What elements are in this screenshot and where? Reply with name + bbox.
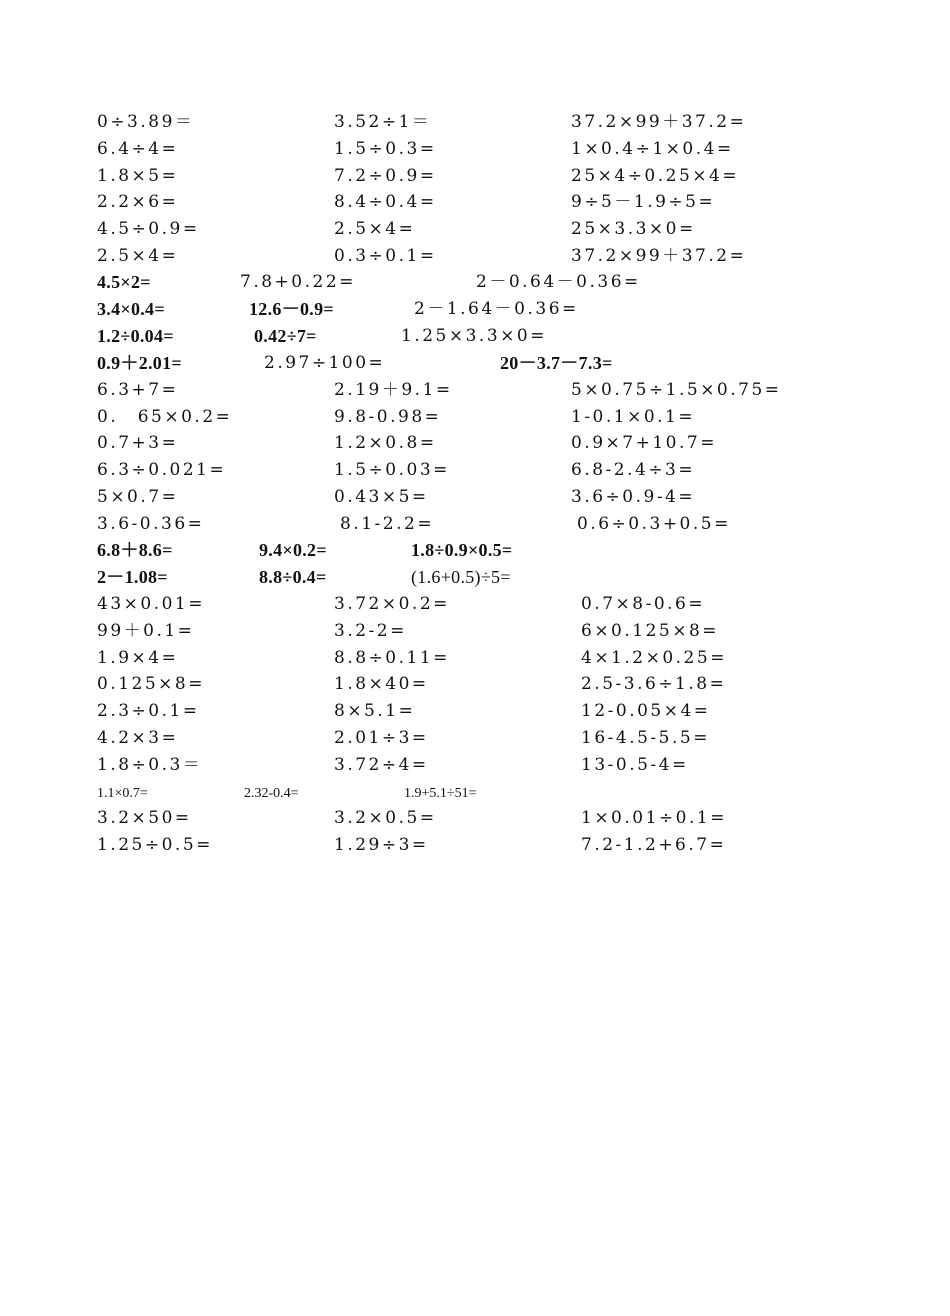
problem: 12-0.05×4= [581, 701, 711, 721]
problem-row [0, 538, 950, 564]
problem: 2.97÷100= [264, 353, 386, 373]
problem: 9.4×0.2= [259, 540, 327, 560]
problem: (1.6+0.5)÷5= [411, 567, 511, 587]
problem-row [0, 110, 950, 136]
problem: 2.5×4= [97, 246, 179, 266]
problem: 1.9×4= [97, 648, 179, 668]
problem: 0.3÷0.1= [334, 246, 437, 266]
problem: 13-0.5-4= [581, 755, 689, 775]
problem: 2－1.64－0.36= [414, 299, 579, 319]
problem: 1.29÷3= [334, 835, 429, 855]
problem-row [0, 780, 950, 806]
problem: 4.5×2= [97, 272, 151, 292]
problem: 1×0.01÷0.1= [581, 808, 727, 828]
problem: 2.5×4= [334, 219, 416, 239]
problem: 2.19＋9.1= [334, 380, 453, 400]
problem-row [0, 297, 950, 323]
problem: 8.4÷0.4= [334, 192, 437, 212]
problem-row [0, 217, 950, 243]
problem: 0.42÷7= [254, 326, 317, 346]
problem-row [0, 833, 950, 859]
problem-row [0, 351, 950, 377]
problem: 2.32-0.4= [244, 786, 299, 801]
problem: 25×4÷0.25×4= [571, 166, 740, 186]
problem: 3.52÷1＝ [334, 112, 432, 132]
problem: 2－0.64－0.36= [476, 272, 641, 292]
problem: 0÷3.89＝ [97, 112, 195, 132]
problem-row [0, 458, 950, 484]
problem: 1.2÷0.04= [97, 326, 174, 346]
problem: 8×5.1= [334, 701, 416, 721]
problem: 7.2-1.2+6.7= [581, 835, 727, 855]
problem: 1.5÷0.03= [334, 460, 450, 480]
problem: 8.8÷0.11= [334, 648, 450, 668]
problem: 2.2×6= [97, 192, 179, 212]
problem: 0. 65×0.2= [97, 407, 233, 427]
problem-row [0, 270, 950, 296]
problem: 5×0.7= [97, 487, 179, 507]
problem: 4.5÷0.9= [97, 219, 200, 239]
problem-row [0, 753, 950, 779]
problem: 4×1.2×0.25= [581, 648, 727, 668]
problem: 1.5÷0.3= [334, 139, 437, 159]
problem: 3.2×50= [97, 808, 192, 828]
problem: 2－1.08= [97, 567, 168, 587]
problem: 2.5-3.6÷1.8= [581, 674, 727, 694]
problem: 7.2÷0.9= [334, 166, 437, 186]
problem: 1.8÷0.9×0.5= [411, 540, 513, 560]
problem: 9.8-0.98= [334, 407, 442, 427]
problem-row [0, 806, 950, 832]
problem: 2.01÷3= [334, 728, 429, 748]
problem: 6.4÷4= [97, 139, 179, 159]
problem: 99＋0.1= [97, 621, 195, 641]
problem-row [0, 672, 950, 698]
problem-row [0, 431, 950, 457]
problem: 0.9×7+10.7= [571, 433, 717, 453]
problem: 8.1-2.2= [340, 514, 435, 534]
problem: 25×3.3×0= [571, 219, 696, 239]
problem: 3.72×0.2= [334, 594, 450, 614]
problem-row [0, 244, 950, 270]
problem-row [0, 405, 950, 431]
problem: 0.9＋2.01= [97, 353, 182, 373]
problem-row [0, 592, 950, 618]
problem: 4.2×3= [97, 728, 179, 748]
problem-row [0, 324, 950, 350]
problem: 37.2×99＋37.2= [571, 112, 747, 132]
problem-row [0, 726, 950, 752]
problem: 0.7×8-0.6= [581, 594, 706, 614]
problem: 0.7+3= [97, 433, 179, 453]
problem: 1.8×40= [334, 674, 429, 694]
problem: 6×0.125×8= [581, 621, 720, 641]
problem: 43×0.01= [97, 594, 205, 614]
problem: 3.6-0.36= [97, 514, 205, 534]
problem: 1.1×0.7= [97, 786, 148, 801]
problem: 5×0.75÷1.5×0.75= [571, 380, 782, 400]
problem: 1×0.4÷1×0.4= [571, 139, 734, 159]
problem: 16-4.5-5.5= [581, 728, 710, 748]
problem: 6.3+7= [97, 380, 179, 400]
problem-row [0, 646, 950, 672]
problem: 1.25×3.3×0= [401, 326, 547, 346]
problem: 6.3÷0.021= [97, 460, 227, 480]
problem: 3.2×0.5= [334, 808, 437, 828]
problem: 3.6÷0.9-4= [571, 487, 696, 507]
problem-row [0, 512, 950, 538]
problem: 9÷5－1.9÷5= [571, 192, 716, 212]
problem: 6.8-2.4÷3= [571, 460, 696, 480]
problem-row [0, 378, 950, 404]
problem: 1-0.1×0.1= [571, 407, 696, 427]
problem: 20－3.7－7.3= [500, 353, 613, 373]
problem: 1.2×0.8= [334, 433, 437, 453]
problem-row [0, 190, 950, 216]
problem: 1.25÷0.5= [97, 835, 213, 855]
problem: 7.8+0.22= [240, 272, 356, 292]
problem: 1.8÷0.3＝ [97, 755, 203, 775]
problem: 1.9+5.1÷51= [404, 786, 477, 801]
problem: 37.2×99＋37.2= [571, 246, 747, 266]
problem-row [0, 565, 950, 591]
problem: 2.3÷0.1= [97, 701, 200, 721]
problem: 3.4×0.4= [97, 299, 165, 319]
problem: 0.125×8= [97, 674, 205, 694]
problem-row [0, 619, 950, 645]
problem: 0.43×5= [334, 487, 429, 507]
problem-row [0, 164, 950, 190]
problem: 3.72÷4= [334, 755, 429, 775]
problem-row [0, 485, 950, 511]
problem: 12.6－0.9= [249, 299, 334, 319]
problem: 1.8×5= [97, 166, 179, 186]
problem: 8.8÷0.4= [259, 567, 327, 587]
problem-row [0, 137, 950, 163]
problem: 3.2-2= [334, 621, 407, 641]
problem: 6.8＋8.6= [97, 540, 173, 560]
problem: 0.6÷0.3+0.5= [577, 514, 731, 534]
problem-row [0, 699, 950, 725]
